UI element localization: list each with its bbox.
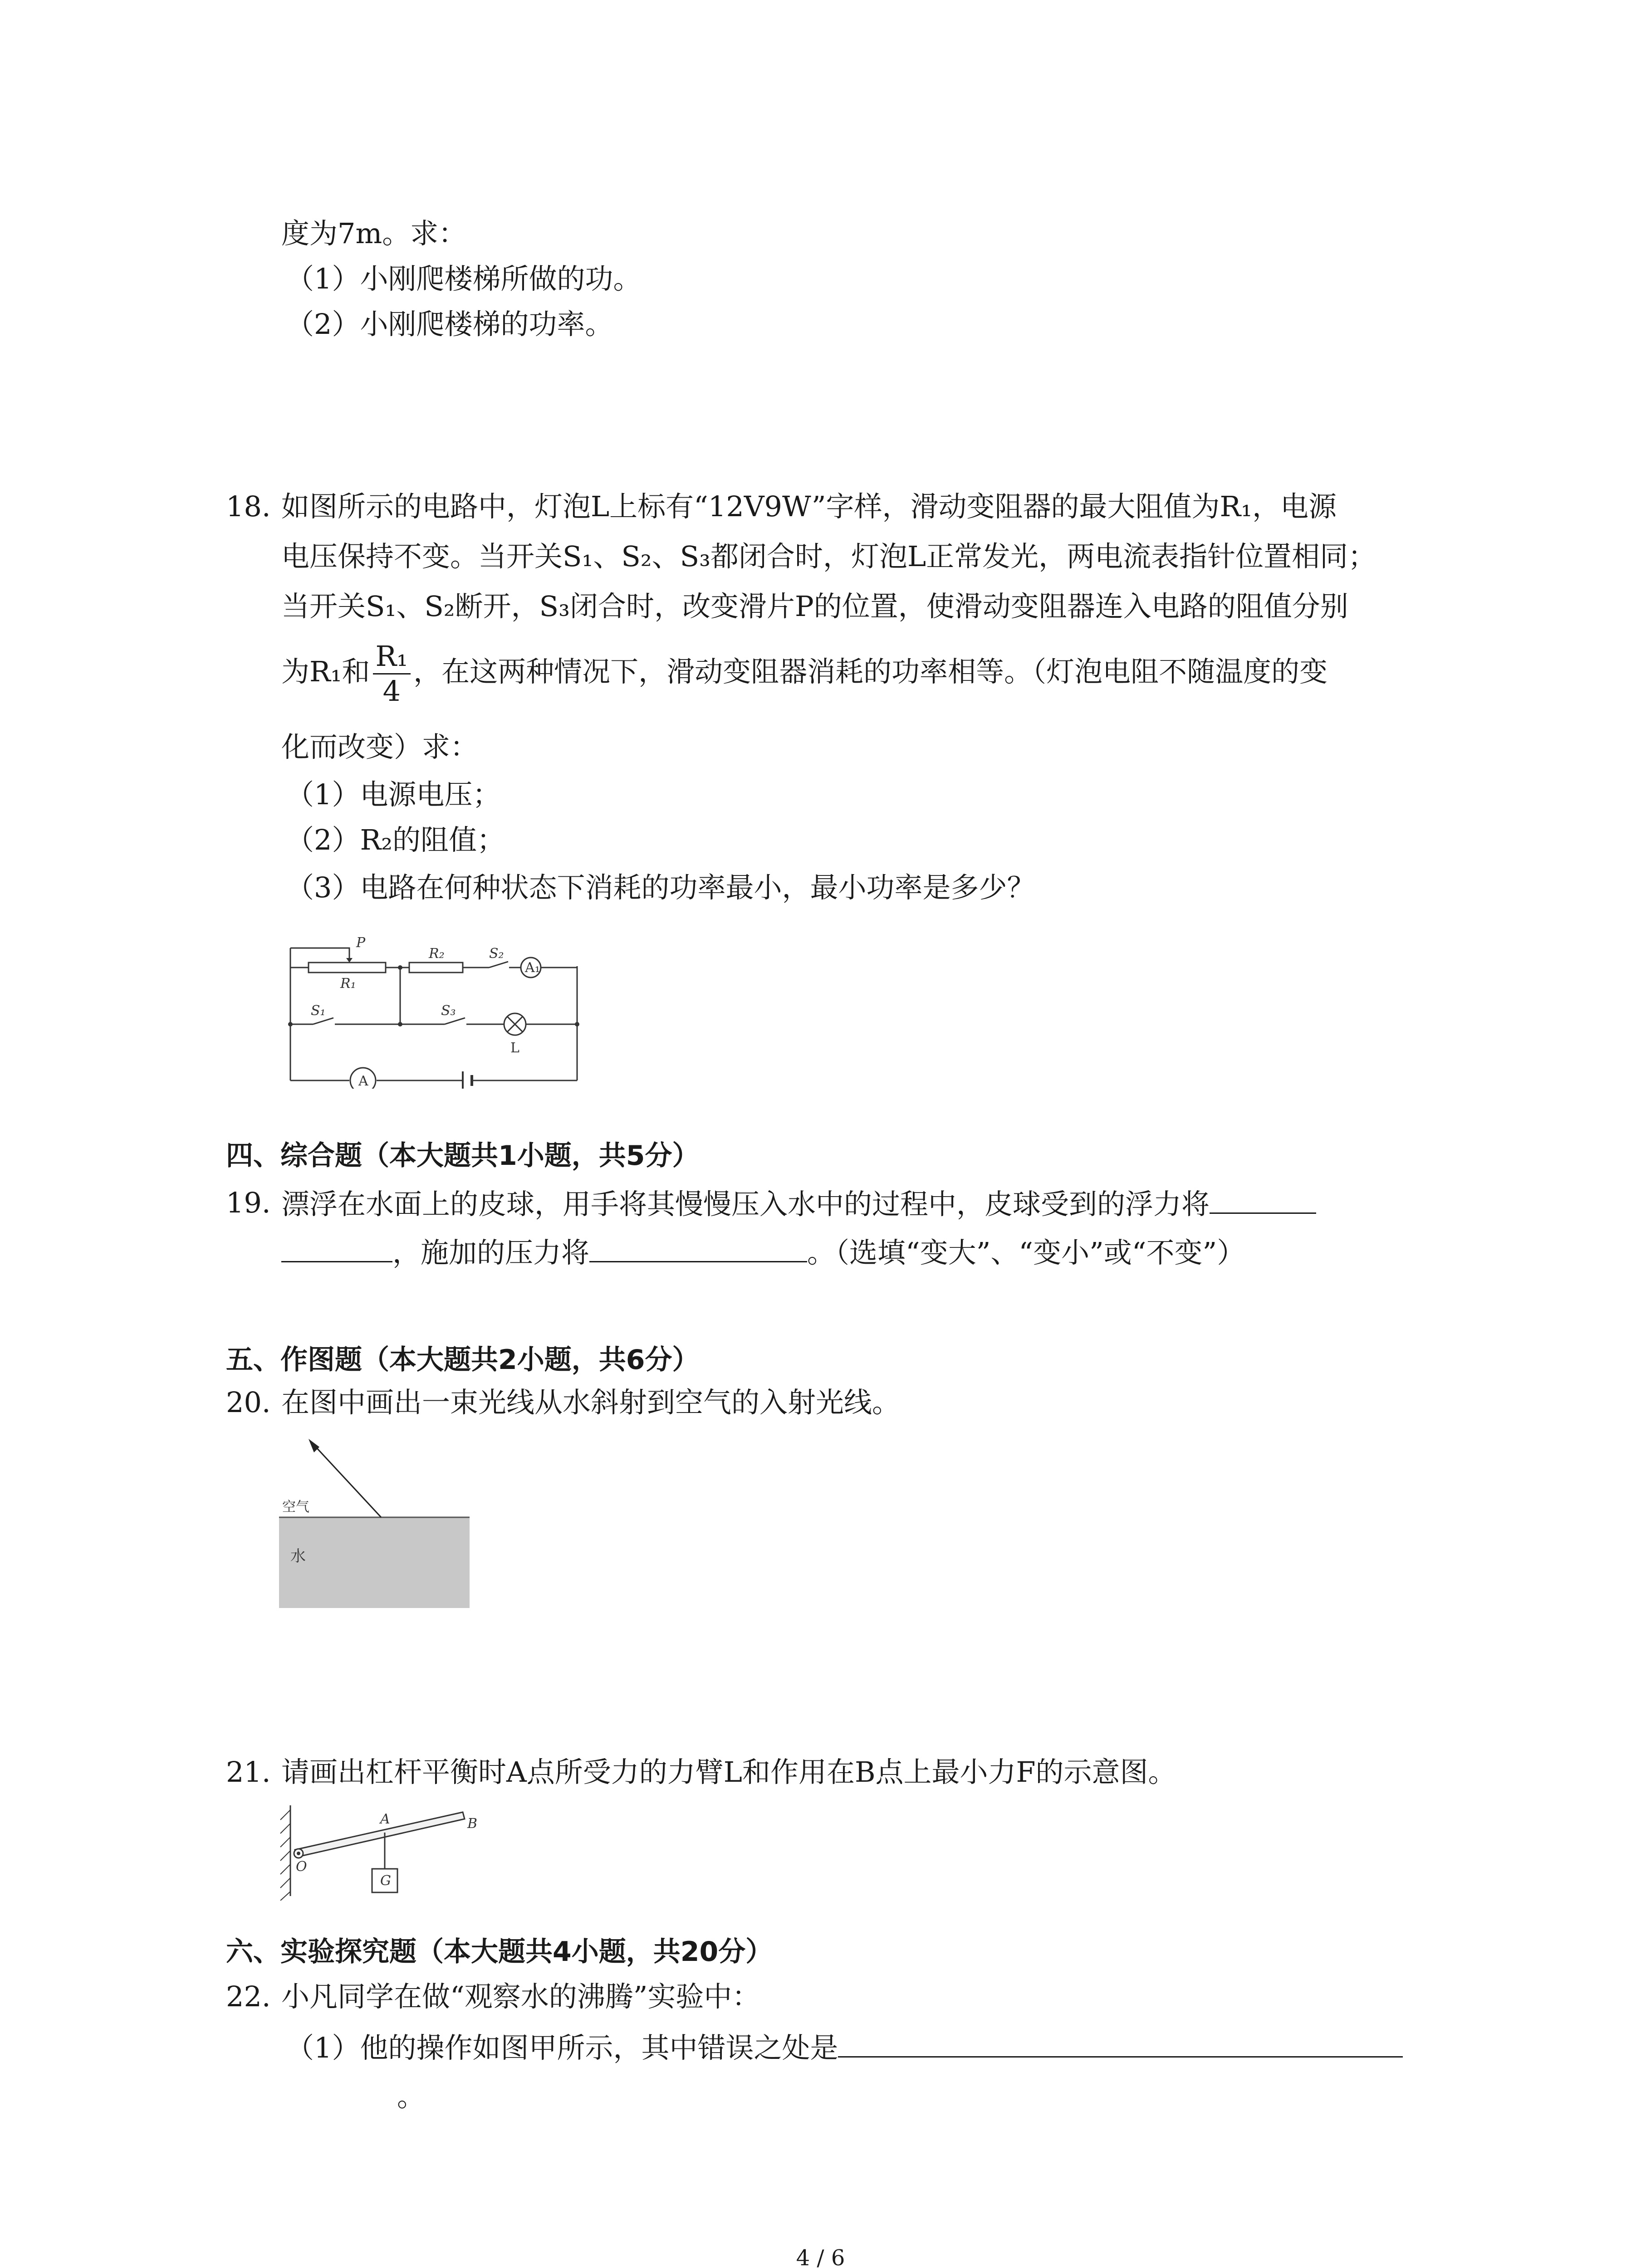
q19-number: 19. [226, 1186, 271, 1219]
label-g: G [380, 1873, 391, 1889]
q18-line5: 化而改变）求： [281, 730, 479, 763]
label-ammeter: A [358, 1073, 368, 1089]
q20-text: 在图中画出一束光线从水斜射到空气的入射光线。 [281, 1386, 901, 1419]
label-s2: S₂ [489, 946, 504, 962]
q18-line4 [281, 640, 1327, 709]
label-s1: S₁ [311, 1003, 326, 1019]
q19-line2-mid: ，施加的压力将 [392, 1236, 590, 1269]
q17-sub2: （2）小刚爬楼梯的功率。 [286, 308, 613, 341]
q22-sub1-text: （1）他的操作如图甲所示，其中错误之处是 [286, 2031, 838, 2064]
label-b: B [467, 1816, 478, 1832]
fraction-r1-over-4 [373, 640, 411, 709]
lever-diagram [263, 1796, 499, 1901]
section-6-title: 六、实验探究题（本大题共4小题，共20分） [226, 1936, 773, 1968]
answer-blank-3[interactable] [589, 1235, 807, 1262]
label-a1: A₁ [525, 960, 540, 976]
q22-sub1-end: 。 [397, 2080, 426, 2113]
label-water: 水 [290, 1547, 306, 1565]
q20-number: 20. [226, 1386, 271, 1419]
arrow-head-icon [309, 1439, 319, 1452]
answer-blank-2[interactable] [281, 1235, 392, 1262]
circuit-diagram [272, 934, 590, 1089]
label-lamp: L [510, 1040, 519, 1056]
q18-line1: 如图所示的电路中，灯泡L上标有“12V9W”字样，滑动变阻器的最大阻值为R₁，电源 [281, 490, 1337, 523]
label-a: A [380, 1811, 390, 1827]
refraction-diagram [272, 1433, 481, 1615]
q19-line1 [281, 1186, 1316, 1221]
q19-line2 [281, 1235, 1245, 1270]
q18-line2: 电压保持不变。当开关S₁、S₂、S₃都闭合时，灯泡L正常发光，两电流表指针位置相同； [281, 540, 1376, 573]
refracted-ray [311, 1442, 381, 1517]
q18-line3: 当开关S₁、S₂断开，S₃闭合时，改变滑片P的位置，使滑动变阻器连入电路的阻值分别 [281, 590, 1348, 623]
q22-sub1 [286, 2030, 1403, 2065]
q18-line4-start: 为R₁和 [281, 655, 370, 689]
label-p: P [356, 935, 366, 951]
label-o: O [296, 1859, 307, 1875]
q18-number: 18. [226, 490, 271, 523]
q22-text: 小凡同学在做“观察水的沸腾”实验中： [281, 1980, 760, 2013]
q18-sub2: （2）R₂的阻值； [286, 823, 505, 856]
q21-text: 请画出杠杆平衡时A点所受力的力臂L和作用在B点上最小力F的示意图。 [281, 1755, 1176, 1789]
water-region [279, 1517, 470, 1608]
q19-line1-text: 漂浮在水面上的皮球，用手将其慢慢压入水中的过程中，皮球受到的浮力将 [281, 1188, 1210, 1221]
q17-continuation: 度为7m。求： [281, 217, 467, 250]
label-air: 空气 [282, 1499, 309, 1515]
label-s3: S₃ [441, 1003, 456, 1019]
q21-number: 21. [226, 1755, 271, 1789]
q17-sub1: （1）小刚爬楼梯所做的功。 [286, 262, 642, 295]
label-r2: R₂ [429, 946, 445, 962]
q18-sub1: （1）电源电压； [286, 778, 501, 811]
fraction-numerator: R₁ [373, 640, 411, 675]
section-4-title: 四、综合题（本大题共1小题，共5分） [226, 1140, 700, 1172]
fraction-denominator: 4 [382, 675, 401, 708]
answer-blank-4[interactable] [838, 2030, 1403, 2058]
section-5-title: 五、作图题（本大题共2小题，共6分） [226, 1344, 700, 1376]
q19-line2-end: 。（选填“变大”、“变小”或“不变”） [807, 1236, 1245, 1269]
label-r1: R₁ [340, 976, 356, 992]
answer-blank-1[interactable] [1210, 1186, 1316, 1214]
page-number: 4 / 6 [796, 2245, 845, 2268]
q18-line4-end: ，在这两种情况下，滑动变阻器消耗的功率相等。（灯泡电阻不随温度的变 [413, 655, 1328, 689]
q22-number: 22. [226, 1980, 271, 2013]
q18-sub3: （3）电路在何种状态下消耗的功率最小，最小功率是多少？ [286, 871, 1035, 904]
